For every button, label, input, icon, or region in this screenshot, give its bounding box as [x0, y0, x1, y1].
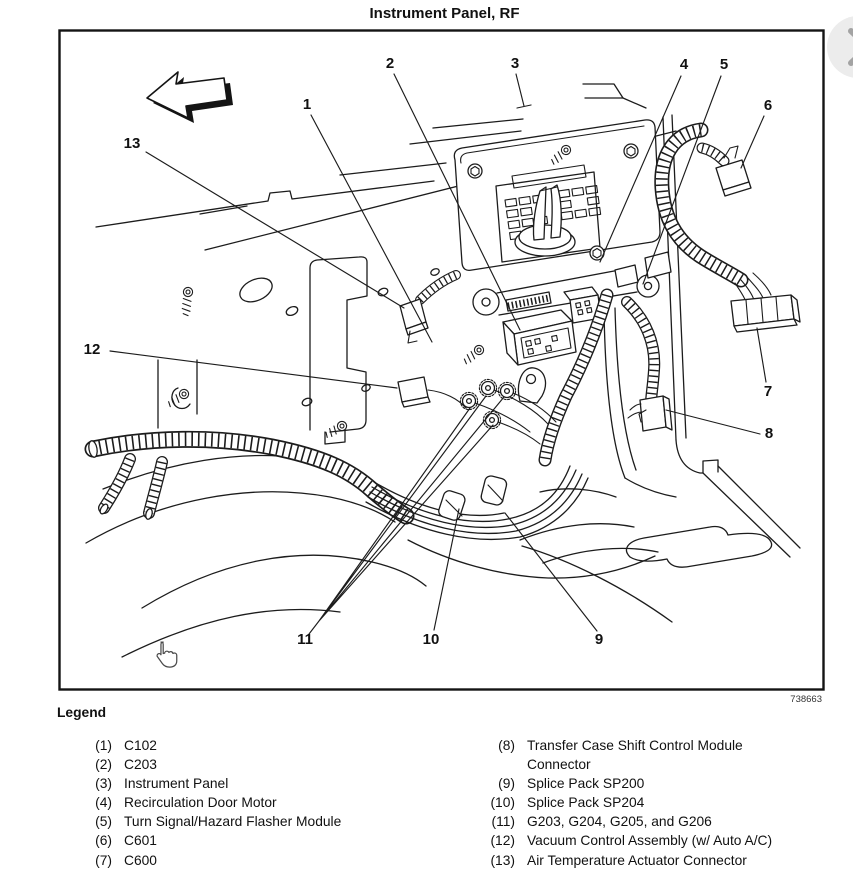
callout-9: 9 [594, 631, 604, 648]
legend-item-10 [430, 793, 810, 812]
legend-label: Splice Pack SP200 [527, 776, 645, 792]
legend-item-7 [40, 851, 400, 870]
legend-item-13 [430, 851, 810, 870]
legend-num: (8) [498, 738, 515, 753]
callout-12: 12 [83, 341, 101, 358]
legend-num: (12) [490, 833, 515, 849]
callout-10: 10 [422, 631, 440, 648]
callout-8: 8 [764, 425, 774, 442]
callout-2: 2 [385, 55, 395, 72]
legend-num: (13) [490, 852, 515, 868]
legend-item-11 [430, 812, 810, 831]
legend-num: (3) [95, 776, 112, 792]
legend-item-1 [40, 736, 400, 755]
legend-label: Vacuum Control Assembly (w/ Auto A/C) [527, 833, 773, 849]
legend-item-6 [40, 831, 400, 850]
callout-5: 5 [719, 56, 729, 73]
legend-item-2 [40, 755, 400, 774]
legend-label: Recirculation Door Motor [124, 795, 277, 811]
callout-6: 6 [763, 97, 773, 114]
legend-heading: Legend [57, 705, 107, 720]
legend-num: (4) [95, 795, 112, 811]
legend-label: Air Temperature Actuator Connector [527, 852, 747, 868]
legend-label: C203 [124, 757, 157, 773]
legend-num: (9) [498, 776, 515, 792]
page-title: Instrument Panel, RF [369, 5, 520, 22]
legend-label: C601 [124, 833, 157, 849]
legend-item-4 [40, 793, 400, 812]
legend-label: C102 [124, 738, 157, 753]
legend-item-5 [40, 812, 400, 831]
legend-label: Transfer Case Shift Control Module Connector [527, 738, 743, 773]
callout-3: 3 [510, 55, 520, 72]
legend-column-right [430, 736, 810, 870]
figure-number: 738663 [790, 694, 822, 705]
legend-label: Splice Pack SP204 [527, 795, 645, 811]
legend-num: (11) [491, 814, 515, 830]
legend-num: (5) [95, 814, 112, 830]
legend-item-3 [40, 774, 400, 793]
callout-13: 13 [123, 135, 141, 152]
callout-11: 11 [297, 631, 313, 648]
callout-7: 7 [763, 383, 773, 400]
legend-label: Instrument Panel [124, 776, 229, 792]
legend-label: G203, G204, G205, and G206 [527, 814, 712, 830]
legend-num: (1) [95, 738, 112, 753]
legend-num: (7) [95, 852, 112, 868]
callout-4: 4 [679, 56, 689, 73]
legend-num: (2) [95, 757, 112, 773]
legend-item-12 [430, 831, 810, 850]
legend-num: (10) [490, 795, 515, 811]
next-page-button[interactable] [827, 16, 853, 78]
legend-item-8 [430, 736, 810, 774]
legend-label: Turn Signal/Hazard Flasher Module [124, 814, 342, 830]
legend-item-9 [430, 774, 810, 793]
chevron-right-icon [827, 16, 853, 78]
legend-num: (6) [95, 833, 112, 849]
callout-1: 1 [302, 96, 312, 113]
legend-column-left [40, 736, 400, 870]
legend-label: C600 [124, 852, 157, 868]
